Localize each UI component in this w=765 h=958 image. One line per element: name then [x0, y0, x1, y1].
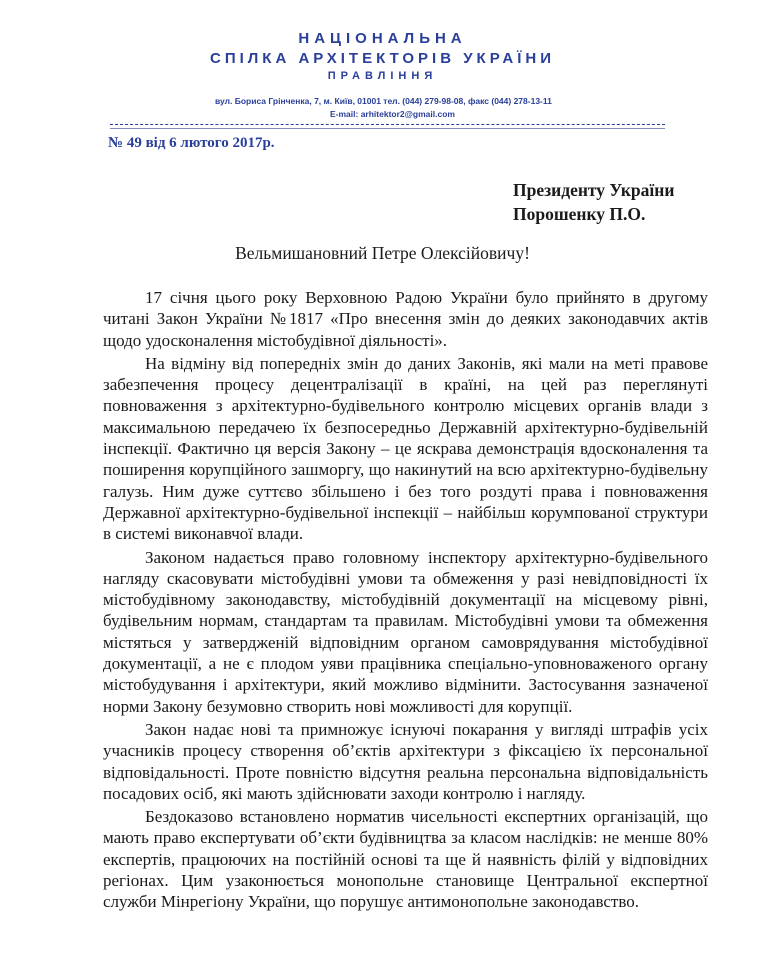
org-address: вул. Бориса Грінченка, 7, м. Київ, 01001 тел. (044) 279-98-08, факс (044) 278-13-11 [215, 96, 552, 106]
recipient-block [513, 178, 674, 226]
paragraph: На відміну від попередніх змін до даних Законів, які мали на меті правове забезпечення процесу децентралізації в країні, на цей раз переглянуті повноваження з архітектурно-будівельного контролю місцевих органів влади з максимальною передачею їх безпосередньо Державній архітектурно-будівельній інспекції. Фактично ця версія Закону – це яскрава демонстрація вдосконалення та поширення корупційного зашморгу, що накинутий на всю архітектурно-будівельну галузь. Ним дуже суттєво збільшено і без того роздуті права і повноваження Державної архітектурно-будівельної інспекції – найбільш корумпованої структури в системі виконавчої влади. [103, 353, 708, 544]
letter-number: № 49 від 6 лютого 2017р. [108, 135, 275, 151]
salutation: Вельмишановний Петре Олексійовичу! [235, 243, 530, 263]
org-board-label: ПРАВЛІННЯ [327, 70, 438, 82]
org-email: E-mail: arhitektor2@gmail.com [330, 109, 455, 119]
letter-body [103, 287, 708, 915]
paragraph: Закон надає нові та примножує існуючі покарання у вигляді штрафів усіх учасників процесу створення об’єктів архітектури з фіксацією їх персональної відповідальності. Проте повністю відсутня реальна персональна відповідальність посадових осіб, які мають здійснювати заходи контролю і нагляду. [103, 719, 708, 803]
recipient-title: Президенту України [513, 180, 675, 200]
header-divider-underline [110, 128, 665, 129]
org-name-line1: НАЦІОНАЛЬНА [298, 30, 467, 47]
header-divider [110, 124, 665, 125]
paragraph: Бездоказово встановлено норматив чисельності експертних організацій, що мають право експертувати об’єкти будівництва за класом наслідків: не менше 80% експертів, працюючих на постійній основі та ще й наявність філій у відповідних регіонах. Цим узаконюється монопольне становище Центральної експертної служби Мінрегіону України, що порушує антимонопольне законодавство. [103, 807, 708, 912]
org-name-line2: СПІЛКА АРХІТЕКТОРІВ УКРАЇНИ [210, 50, 555, 67]
recipient-name: Порошенку П.О. [513, 204, 646, 224]
paragraph: 17 січня цього року Верховною Радою України було прийнято в другому читані Закон України №1817 «Про внесення змін до деяких законодавчих актів щодо удосконалення містобудівної діяльності». [103, 288, 708, 350]
paragraph: Законом надається право головному інспектору архітектурно-будівельного нагляду скасовувати містобудівні умови та обмеження у разі невідповідності їх містобудівному законодавству, містобудівній документації на місцевому рівні, будівельним нормам, стандартам та правилам. Містобудівні умови та обмеження містяться у затвердженій відповідним органом самоврядування містобудівної документації, а не є плодом уяви працівника спеціально-уповноваженого органу містобудування і архітектури, який можливо відмінити. Застосування зазначеної норми Закону безумовно створить нові можливості для корупції. [103, 547, 708, 716]
